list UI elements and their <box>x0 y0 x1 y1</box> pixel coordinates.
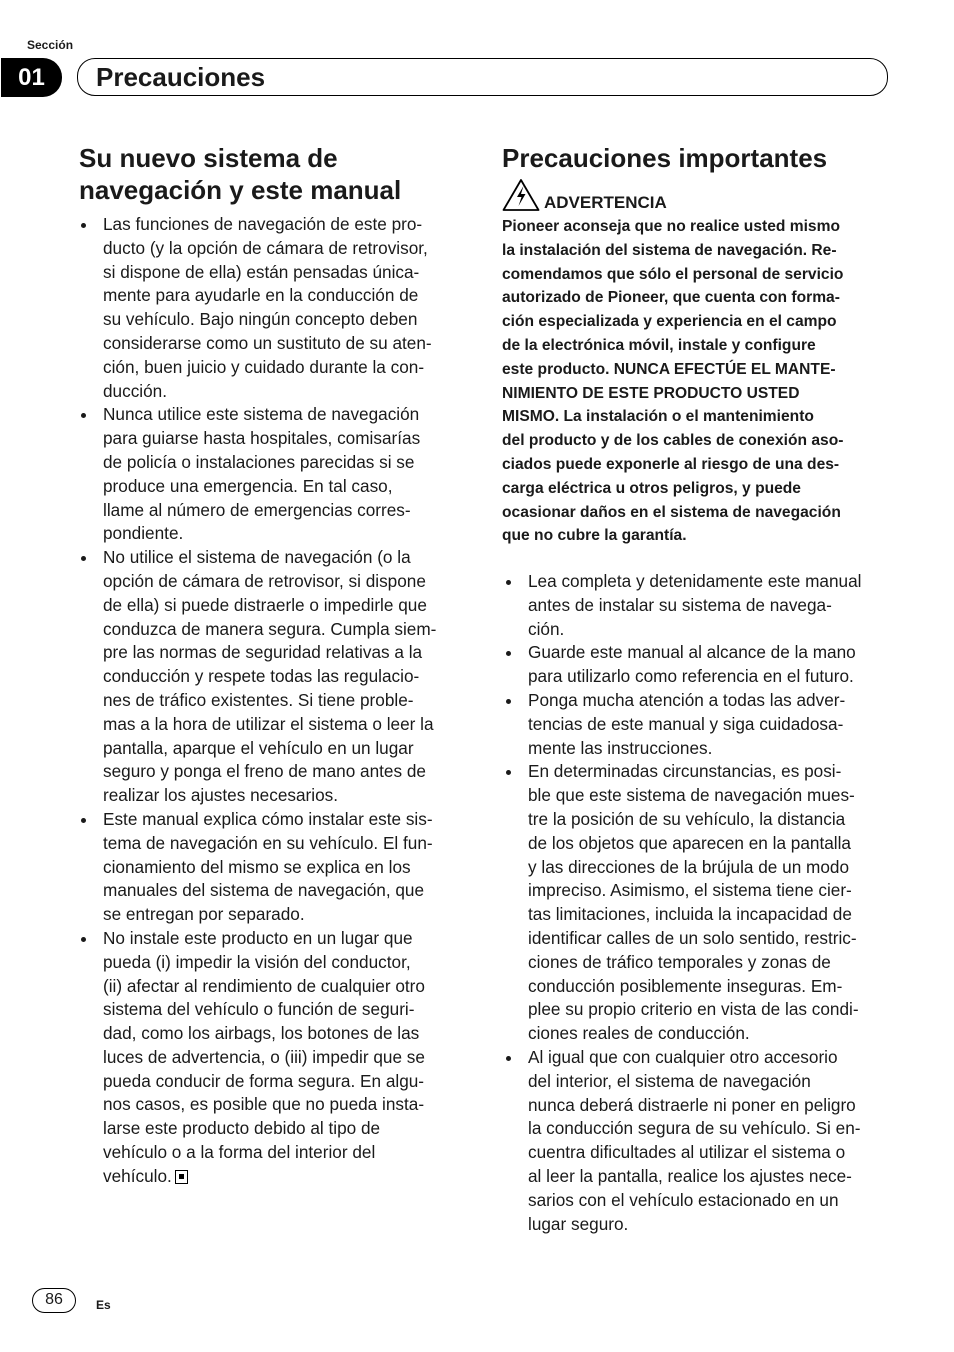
warning-line: este producto. NUNCA EFECTÚE EL MANTE- <box>502 360 836 378</box>
list-item-line: conduzca de manera segura. Cumpla siem- <box>103 618 437 639</box>
list-item-line: nos casos, es posible que no pueda insta- <box>103 1094 425 1115</box>
warning-line: carga eléctrica u otros peligros, y puede <box>502 479 801 497</box>
list-item <box>503 641 895 689</box>
list-item-line: sistema del vehículo o función de seguri- <box>103 999 415 1020</box>
warning-heading: ADVERTENCIA <box>544 193 667 212</box>
list-item-line: cuentra dificultades al utilizar el sistema o <box>528 1142 846 1163</box>
list-item-line: conducción y respete todas las regulacio- <box>103 666 420 687</box>
list-item-line: tema de navegación en su vehículo. El fun- <box>103 832 433 853</box>
list-item-line: vehículo. <box>103 1165 470 1189</box>
list-item-line: pueda conducir de forma segura. En algu- <box>103 1070 425 1091</box>
warning-line: del producto y de los cables de conexión aso- <box>502 432 844 450</box>
warning-text <box>502 215 892 548</box>
list-item-line: ciones de tráfico temporales y zonas de <box>528 951 831 972</box>
list-item-line: de policía o instalaciones parecidas si se <box>103 451 415 472</box>
list-item-line: considerarse como un sustituto de su aten- <box>103 332 432 353</box>
list-item-line: tas limitaciones, incluida la incapacidad de <box>528 904 852 925</box>
warning-line: NIMIENTO DE ESTE PRODUCTO USTED <box>502 384 800 402</box>
list-item-line: pondiente. <box>103 523 184 544</box>
list-item-line: conducción posiblemente inseguras. Em- <box>528 975 843 996</box>
list-item <box>503 570 895 641</box>
list-item-line: Al igual que con cualquier otro accesorio <box>528 1046 838 1067</box>
list-item-line: tencias de este manual y siga cuidadosa- <box>528 713 844 734</box>
list-item-line: su vehículo. Bajo ningún concepto deben <box>103 309 418 330</box>
list-item-line: Ponga mucha atención a todas las adver- <box>528 689 846 710</box>
list-item-line: luces de advertencia, o (iii) impedir que se <box>103 1046 425 1067</box>
right-column <box>503 570 895 1236</box>
end-of-section-icon <box>175 1170 188 1184</box>
left-column <box>78 213 470 1189</box>
list-item-line: ducto (y la opción de cámara de retrovisor, <box>103 237 428 258</box>
list-item-line: No instale este producto en un lugar que <box>103 927 413 948</box>
warning-line: autorizado de Pioneer, que cuenta con forma- <box>502 289 840 307</box>
list-item-line: ciones reales de conducción. <box>528 1023 750 1044</box>
list-item-line: larse este producto debido al tipo de <box>103 1118 381 1139</box>
list-item-line: nes de tráfico existentes. Si tiene proble- <box>103 689 414 710</box>
list-item <box>78 403 470 546</box>
list-item <box>78 546 470 808</box>
left-heading: Su nuevo sistema de navegación y este manual <box>79 143 402 205</box>
list-item-line: No utilice el sistema de navegación (o la <box>103 547 411 568</box>
section-title: Precauciones <box>96 62 266 92</box>
list-item-line: Este manual explica cómo instalar este sis- <box>103 808 433 829</box>
list-item-line: y las direcciones de la brújula de un modo <box>528 856 850 877</box>
warning-header <box>502 178 667 212</box>
list-item-line: para guiarse hasta hospitales, comisarías <box>103 428 421 449</box>
list-item-line: ción. <box>528 618 565 639</box>
warning-line: ción especializada y experiencia en el campo <box>502 313 837 331</box>
list-item-line: si dispone de ella) están pensadas única- <box>103 261 420 282</box>
list-item-line: ducción. <box>103 380 168 401</box>
warning-line: de la electrónica móvil, instale y configure <box>502 336 816 354</box>
list-item-line: (ii) afectar al rendimiento de cualquier otro <box>103 975 425 996</box>
list-item-line: Lea completa y detenidamente este manual <box>528 571 862 591</box>
list-item-line: produce una emergencia. En tal caso, <box>103 475 393 496</box>
list-item <box>78 808 470 927</box>
list-item <box>78 927 470 1189</box>
list-item-line: Las funciones de navegación de este pro- <box>103 214 423 234</box>
list-item-line: nunca deberá distraerle ni poner en peligro <box>528 1094 856 1115</box>
warning-line: comendamos que sólo el personal de servicio <box>502 265 844 283</box>
list-item-line: identificar calles de un solo sentido, restric- <box>528 927 857 948</box>
warning-triangle-icon <box>502 178 540 212</box>
list-item-line: de ella) si puede distraerle o impedirle que <box>103 594 427 615</box>
list-item-line: realizar los ajustes necesarios. <box>103 785 339 806</box>
right-bullet-list <box>503 570 895 1236</box>
list-item-line: mas a la hora de utilizar el sistema o leer la <box>103 713 434 734</box>
page-number: 86 <box>32 1288 76 1313</box>
list-item-line: mente las instrucciones. <box>528 737 713 758</box>
list-item-line: dad, como los airbags, los botones de las <box>103 1023 420 1044</box>
left-bullet-list <box>78 213 470 1189</box>
warning-line: ciados puede exponerle al riesgo de una des- <box>502 455 840 473</box>
list-item-line: pantalla, aparque el vehículo en un lugar <box>103 737 414 758</box>
list-item-line: manuales del sistema de navegación, que <box>103 880 425 901</box>
list-item <box>503 689 895 760</box>
list-item-line: al leer la pantalla, realice los ajustes nece- <box>528 1165 852 1186</box>
list-item-line: lugar seguro. <box>528 1213 629 1234</box>
list-item-line: para utilizarlo como referencia en el futuro. <box>528 666 854 687</box>
list-item-line: llame al número de emergencias corres- <box>103 499 411 520</box>
section-label: Sección <box>27 38 74 52</box>
list-item-line: tre la posición de su vehículo, la distancia <box>528 808 846 829</box>
list-item-line: vehículo o a la forma del interior del <box>103 1142 376 1163</box>
list-item-line: se entregan por separado. <box>103 904 305 925</box>
list-item-line: la conducción segura de su vehículo. Si en- <box>528 1118 861 1139</box>
right-heading: Precauciones importantes <box>502 143 828 173</box>
list-item-line: sarios con el vehículo estacionado en un <box>528 1189 839 1210</box>
warning-line: MISMO. La instalación o el mantenimiento <box>502 408 814 426</box>
list-item-line: opción de cámara de retrovisor, si dispone <box>103 570 426 591</box>
list-item-line: del interior, el sistema de navegación <box>528 1070 811 1091</box>
list-item-line: mente para ayudarle en la conducción de <box>103 285 419 306</box>
list-item-line: seguro y ponga el freno de mano antes de <box>103 761 426 782</box>
warning-line: ocasionar daños en el sistema de navegación <box>502 503 841 521</box>
list-item-line: pueda (i) impedir la visión del conductor, <box>103 951 411 972</box>
warning-line: Pioneer aconseja que no realice usted mismo <box>502 218 840 235</box>
list-item-line: Nunca utilice este sistema de navegación <box>103 404 420 425</box>
list-item <box>503 1046 895 1236</box>
section-number-tab: 01 <box>1 58 62 97</box>
list-item-line: de los objetos que aparecen en la pantalla <box>528 832 851 853</box>
language-code: Es <box>96 1298 111 1312</box>
warning-line: que no cubre la garantía. <box>502 527 687 545</box>
list-item-line: ble que este sistema de navegación mues- <box>528 785 855 806</box>
list-item-line: antes de instalar su sistema de navega- <box>528 594 832 615</box>
list-item-line: ción, buen juicio y cuidado durante la con- <box>103 356 425 377</box>
list-item <box>78 213 470 403</box>
list-item-line: pre las normas de seguridad relativas a la <box>103 642 423 663</box>
list-item-line: impreciso. Asimismo, el sistema tiene cier- <box>528 880 852 901</box>
list-item-line: Guarde este manual al alcance de la mano <box>528 642 856 663</box>
list-item-line: plee su propio criterio en vista de las condi- <box>528 999 859 1020</box>
list-item-line: En determinadas circunstancias, es posi- <box>528 761 842 782</box>
list-item <box>503 760 895 1046</box>
list-item-line: cionamiento del mismo se explica en los <box>103 856 411 877</box>
warning-line: la instalación del sistema de navegación. Re- <box>502 241 837 259</box>
